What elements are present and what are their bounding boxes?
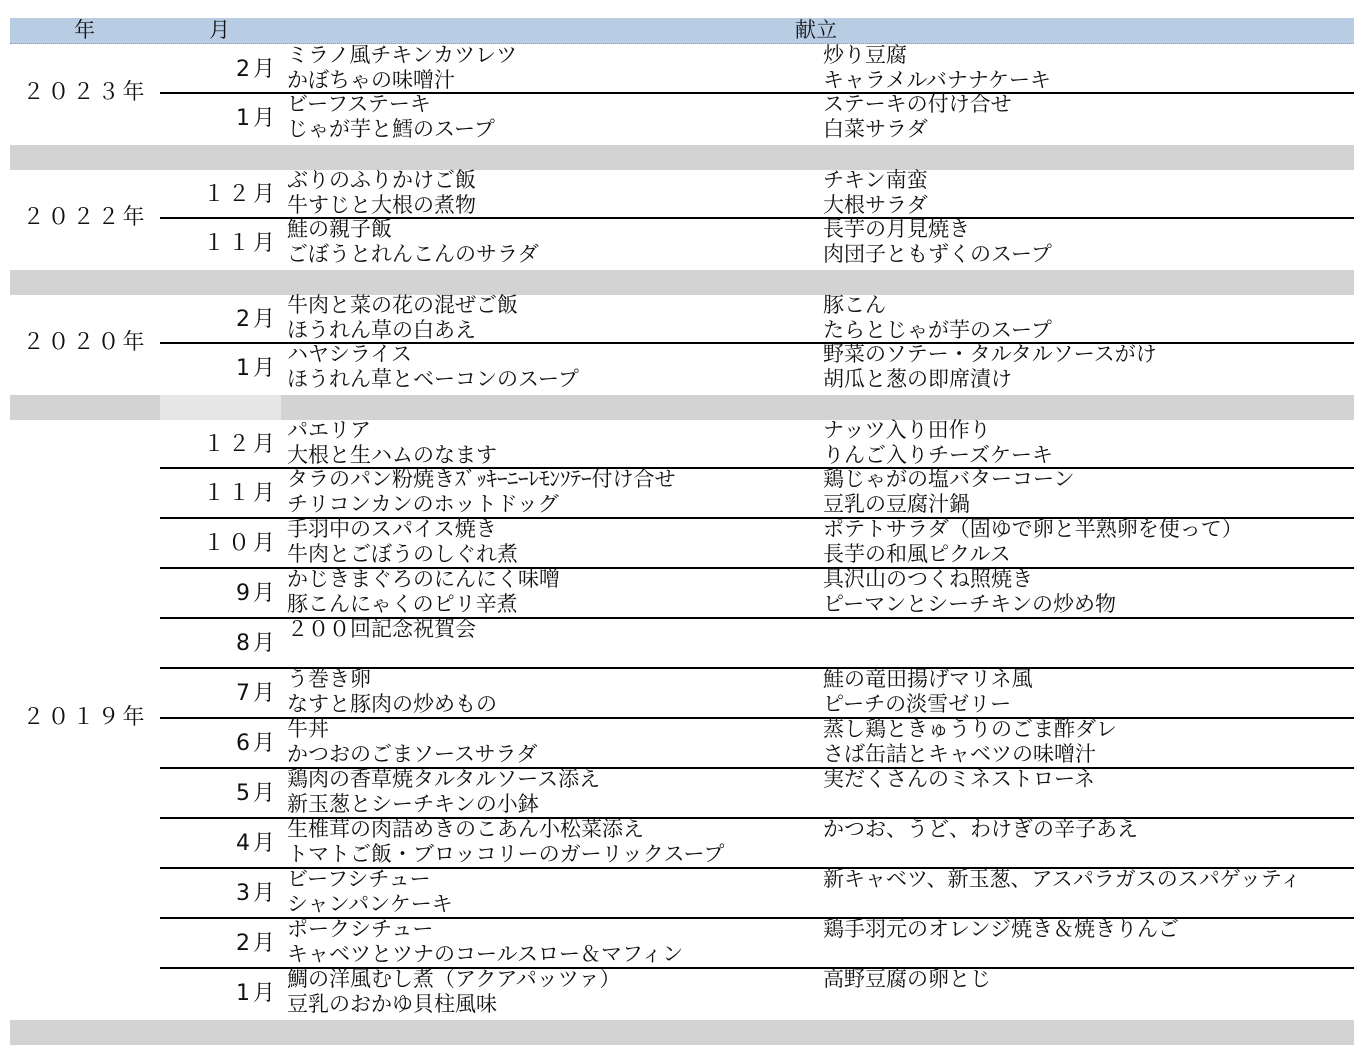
- dish-side-1: 長芋の月見焼き: [823, 217, 970, 241]
- dish-main-1: 牛肉と菜の花の混ぜご飯: [287, 293, 518, 317]
- dish-main-1: 鯛の洋風むし煮（アクアパッツァ）: [287, 967, 621, 991]
- dish-side-1: 豚こん: [823, 293, 886, 317]
- month-cell: 1月: [236, 981, 278, 1006]
- dish-main-1: パエリア: [287, 418, 371, 442]
- dish-side-1: チキン南蛮: [823, 168, 928, 192]
- dish-side-2: 大根サラダ: [823, 193, 928, 217]
- dish-main-2: 新玉葱とシーチキンの小鉢: [287, 792, 539, 816]
- dish-side-2: 豆乳の豆腐汁鍋: [823, 492, 970, 516]
- dish-side-2: 長芋の和風ピクルス: [823, 542, 1011, 566]
- dish-side-1: 鮭の竜田揚げマリネ風: [823, 667, 1033, 691]
- dish-main-1: ハヤシライス: [287, 342, 412, 366]
- menu-row: [160, 867, 1354, 917]
- menu-row: [160, 295, 1354, 345]
- menu-row: [160, 217, 1354, 267]
- dish-main-1: ２００回記念祝賀会: [287, 617, 476, 641]
- year-cell-2020: ２０２０年: [22, 330, 148, 355]
- dish-side-1: 野菜のソテー・タルタルソースがけ: [823, 342, 1157, 366]
- dish-main-2: ごぼうとれんこんのサラダ: [287, 242, 539, 266]
- dish-main-2: ほうれん草の白あえ: [287, 318, 476, 342]
- menu-row: [160, 567, 1354, 617]
- dish-side-2: 白菜サラダ: [823, 117, 928, 141]
- year-separator: [10, 395, 1354, 420]
- month-cell: 5月: [236, 781, 278, 806]
- dish-main-1: 手羽中のスパイス焼き: [287, 517, 497, 541]
- dish-side-1: 実だくさんのミネストローネ: [823, 767, 1095, 791]
- dish-side-1: ステーキの付け合せ: [823, 92, 1012, 116]
- year-cell-2023: ２０２３年: [22, 80, 148, 105]
- month-cell: 9月: [236, 581, 278, 606]
- dish-main-1: ぶりのふりかけご飯: [287, 168, 476, 192]
- dish-main-1: かじきまぐろのにんにく味噌: [287, 567, 560, 591]
- month-cell: １２月: [202, 432, 278, 457]
- month-cell: １２月: [202, 182, 278, 207]
- menu-row: [160, 667, 1354, 717]
- dish-main-1: う巻き卵: [287, 667, 371, 691]
- year-cell-2019: ２０１９年: [22, 705, 148, 730]
- dish-main-1: 牛丼: [287, 717, 329, 741]
- month-cell: 8月: [236, 631, 278, 656]
- dish-side-2: ピーマンとシーチキンの炒め物: [823, 592, 1116, 616]
- dish-side-1: 蒸し鶏ときゅうりのごま酢ダレ: [823, 717, 1117, 741]
- month-cell: 1月: [236, 106, 278, 131]
- dish-side-2: キャラメルバナナケーキ: [823, 68, 1052, 92]
- dish-side-2: 胡瓜と葱の即席漬け: [823, 367, 1012, 391]
- header-year: 年: [74, 18, 95, 42]
- month-cell: 1月: [236, 356, 278, 381]
- dish-main-2: シャンパンケーキ: [287, 892, 453, 916]
- dish-side-2: 肉団子ともずくのスープ: [823, 242, 1052, 266]
- menu-row: [160, 92, 1354, 142]
- year-cell-2022: ２０２２年: [22, 205, 148, 230]
- dish-main-1: ビーフシチュー: [287, 867, 431, 891]
- month-cell: 3月: [236, 881, 278, 906]
- dish-side-1: 鶏手羽元のオレンジ焼き＆焼きりんご: [823, 917, 1179, 941]
- dish-main-2: ほうれん草とベーコンのスープ: [287, 367, 579, 391]
- dish-main-1: 生椎茸の肉詰めきのこあん小松菜添え: [287, 817, 644, 841]
- menu-row: [160, 717, 1354, 767]
- dish-main-2: 牛肉とごぼうのしぐれ煮: [287, 542, 518, 566]
- dish-main-1: タラのパン粉焼きｽﾞｯｷｰﾆｰﾚﾓﾝｿﾃｰ付け合せ: [287, 467, 676, 491]
- month-cell: 7月: [236, 681, 278, 706]
- dish-side-1: ポテトサラダ（固ゆで卵と半熟卵を使って）: [823, 517, 1243, 541]
- menu-row: [160, 420, 1354, 470]
- dish-side-1: ナッツ入り田作り: [823, 418, 991, 442]
- dish-main-2: じゃが芋と鱈のスープ: [287, 117, 495, 141]
- dish-side-2: ピーチの淡雪ゼリー: [823, 692, 1012, 716]
- menu-row: [160, 817, 1354, 867]
- header-menu: 献立: [795, 18, 837, 42]
- month-cell: 2月: [236, 307, 278, 332]
- dish-side-2: りんご入りチーズケーキ: [823, 443, 1053, 467]
- menu-row: [160, 967, 1354, 1017]
- year-separator: [10, 145, 1354, 170]
- dish-side-1: 鶏じゃがの塩バターコーン: [823, 467, 1075, 491]
- dish-main-2: 豚こんにゃくのピリ辛煮: [287, 592, 518, 616]
- dish-side-1: かつお、うど、わけぎの辛子あえ: [823, 817, 1138, 841]
- dish-side-1: 高野豆腐の卵とじ: [823, 967, 991, 991]
- year-separator: [10, 270, 1354, 295]
- month-cell: 4月: [236, 831, 278, 856]
- month-cell: 2月: [236, 57, 278, 82]
- menu-row: [160, 517, 1354, 567]
- dish-side-1: 新キャベツ、新玉葱、アスパラガスのスパゲッティ: [823, 867, 1302, 891]
- dish-side-1: 炒り豆腐: [823, 43, 907, 67]
- header-row: [10, 18, 1354, 44]
- dish-main-2: かつおのごまソースサラダ: [287, 742, 538, 766]
- menu-row: [160, 170, 1354, 220]
- dish-main-1: ポークシチュー: [287, 917, 434, 941]
- dish-side-2: たらとじゃが芋のスープ: [823, 318, 1052, 342]
- dish-side-2: さば缶詰とキャベツの味噌汁: [823, 742, 1096, 766]
- menu-row: [160, 917, 1354, 967]
- month-cell: 6月: [236, 731, 278, 756]
- menu-row: [160, 767, 1354, 817]
- dish-main-1: ミラノ風チキンカツレツ: [287, 43, 518, 67]
- menu-row: [160, 617, 1354, 667]
- dish-main-2: 牛すじと大根の煮物: [287, 193, 476, 217]
- dish-main-1: 鮭の親子飯: [287, 217, 392, 241]
- dish-main-2: なすと豚肉の炒めもの: [287, 692, 497, 716]
- dish-main-2: キャベツとツナのコールスロー＆マフィン: [287, 942, 684, 966]
- dish-main-1: 鶏肉の香草焼タルタルソース添え: [287, 767, 601, 791]
- dish-side-1: 具沢山のつくね照焼き: [823, 567, 1033, 591]
- menu-row: [160, 45, 1354, 95]
- menu-row: [160, 467, 1354, 517]
- header-month: 月: [209, 18, 230, 42]
- separator-shade: [160, 395, 281, 420]
- dish-main-1: ビーフステーキ: [287, 92, 431, 116]
- dish-main-2: チリコンカンのホットドッグ: [287, 492, 559, 516]
- month-cell: １１月: [202, 231, 278, 256]
- dish-main-2: かぼちゃの味噌汁: [287, 68, 455, 92]
- year-separator: [10, 1020, 1354, 1045]
- dish-main-2: トマトご飯・ブロッコリーのガーリックスープ: [287, 842, 725, 866]
- month-cell: １１月: [202, 481, 278, 506]
- dish-main-2: 豆乳のおかゆ貝柱風味: [287, 992, 497, 1016]
- dish-main-2: 大根と生ハムのなます: [287, 443, 497, 467]
- month-cell: １０月: [202, 531, 278, 556]
- menu-row: [160, 342, 1354, 392]
- month-cell: 2月: [236, 931, 278, 956]
